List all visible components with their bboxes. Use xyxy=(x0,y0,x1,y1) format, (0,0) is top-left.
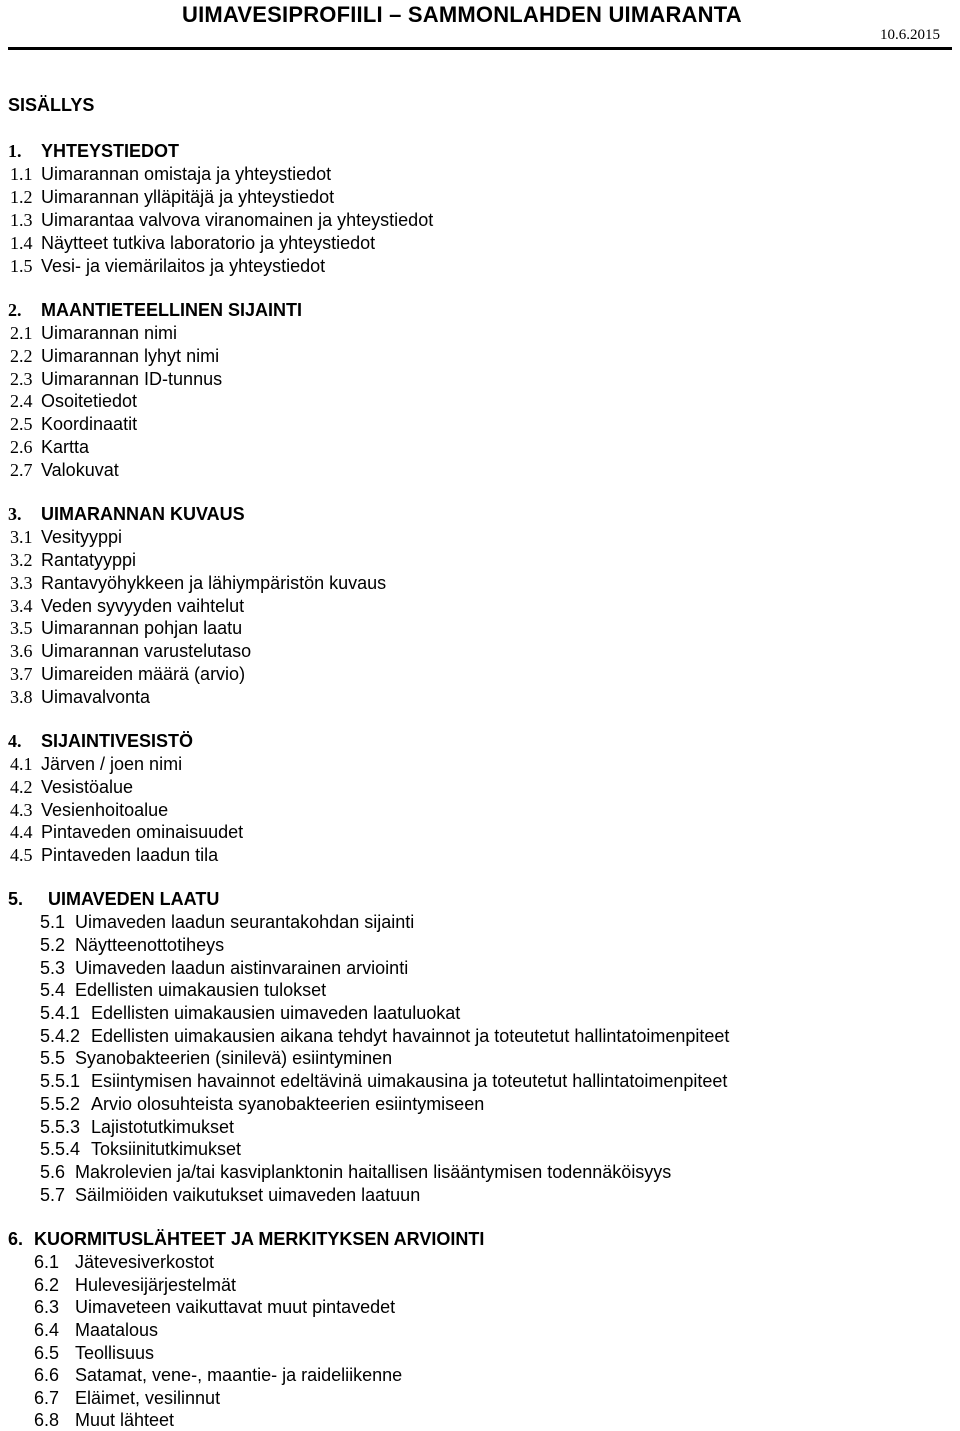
header-divider xyxy=(8,47,952,50)
toc-item-number: 5.4.1 xyxy=(40,1003,81,1023)
toc-item xyxy=(40,934,224,956)
toc-item-number: 4.4 xyxy=(10,822,33,842)
toc-item xyxy=(10,209,433,231)
toc-item-number: 5.5.1 xyxy=(40,1071,81,1091)
toc-item-number: 2.5 xyxy=(10,414,33,434)
toc-item-number: 6.8 xyxy=(34,1410,60,1430)
toc-item-number: 5.3 xyxy=(40,958,66,978)
toc-item-label: Uimarannan lyhyt nimi xyxy=(41,346,220,366)
toc-item-number: 5.7 xyxy=(40,1185,66,1205)
toc-item-label: Toksiinitutkimukset xyxy=(91,1139,242,1159)
toc-item-label: Eläimet, vesilinnut xyxy=(75,1388,221,1408)
toc-item-label: Näytteet tutkiva laboratorio ja yhteystiedot xyxy=(41,233,376,253)
toc-item xyxy=(40,1138,241,1160)
toc-item-label: Pintaveden laadun tila xyxy=(41,845,219,865)
toc-item-label: Valokuvat xyxy=(41,460,119,480)
toc-item-label: Arvio olosuhteista syanobakteerien esiintymiseen xyxy=(91,1094,485,1114)
toc-item-label: Uimarannan ID-tunnus xyxy=(41,369,223,389)
toc-item-number: 4.1 xyxy=(10,754,33,774)
toc-item-number: 5.5.4 xyxy=(40,1139,81,1159)
toc-item-label: Satamat, vene-, maantie- ja raideliikenne xyxy=(75,1365,403,1385)
toc-item xyxy=(10,617,242,639)
toc-section-number: 1. xyxy=(8,141,22,161)
toc-item xyxy=(10,595,244,617)
toc-item-label: Edellisten uimakausien uimaveden laatuluokat xyxy=(91,1003,461,1023)
toc-item-label: Esiintymisen havainnot edeltävinä uimakausina ja toteutetut hallintatoimenpiteet xyxy=(91,1071,728,1091)
toc-item xyxy=(10,549,136,571)
toc-item xyxy=(40,1093,484,1115)
toc-item xyxy=(10,390,137,412)
toc-item-label: Veden syvyyden vaihtelut xyxy=(41,596,245,616)
toc-section-heading xyxy=(8,503,245,525)
toc-item-label: Uimavalvonta xyxy=(41,687,151,707)
toc-item xyxy=(34,1274,236,1296)
document-date: 10.6.2015 xyxy=(880,27,940,43)
toc-item xyxy=(40,979,326,1001)
toc-item-label: Uimarannan omistaja ja yhteystiedot xyxy=(41,164,332,184)
toc-item-number: 1.3 xyxy=(10,210,33,230)
toc-item-label: Uimarannan varustelutaso xyxy=(41,641,252,661)
toc-item-number: 6.1 xyxy=(34,1252,60,1272)
toc-section-number: 2. xyxy=(8,300,22,320)
toc-item-number: 1.4 xyxy=(10,233,33,253)
toc-item-number: 5.6 xyxy=(40,1162,66,1182)
toc-item xyxy=(34,1364,402,1386)
toc-item xyxy=(34,1387,220,1409)
toc-item-label: Vesienhoitoalue xyxy=(41,800,169,820)
toc-section-label: UIMARANNAN KUVAUS xyxy=(41,504,245,524)
toc-item xyxy=(40,1002,460,1024)
toc-item xyxy=(10,663,245,685)
toc-item xyxy=(34,1251,214,1273)
toc-item-number: 2.6 xyxy=(10,437,33,457)
toc-item-number: 2.7 xyxy=(10,460,33,480)
toc-item-label: Edellisten uimakausien aikana tehdyt havainnot ja toteutetut hallintatoimenpiteet xyxy=(91,1026,730,1046)
toc-item-number: 3.8 xyxy=(10,687,33,707)
toc-item-number: 6.2 xyxy=(34,1275,60,1295)
toc-item xyxy=(34,1319,158,1341)
toc-item-number: 5.4 xyxy=(40,980,66,1000)
toc-item-label: Vesi- ja viemärilaitos ja yhteystiedot xyxy=(41,256,326,276)
toc-item-label: Kartta xyxy=(41,437,90,457)
toc-item-number: 3.4 xyxy=(10,596,33,616)
toc-section-label: SIJAINTIVESISTÖ xyxy=(41,731,194,751)
toc-item xyxy=(40,1116,234,1138)
toc-item xyxy=(10,232,375,254)
toc-item xyxy=(40,1184,420,1206)
toc-item-label: Säilmiöiden vaikutukset uimaveden laatuun xyxy=(75,1185,421,1205)
toc-section-heading xyxy=(8,1228,484,1250)
toc-item-label: Uimareiden määrä (arvio) xyxy=(41,664,246,684)
toc-item-label: Uimaveden laadun seurantakohdan sijainti xyxy=(75,912,415,932)
toc-item-number: 3.6 xyxy=(10,641,33,661)
toc-item-label: Teollisuus xyxy=(75,1343,155,1363)
toc-section-number: 6. xyxy=(8,1229,24,1249)
toc-section-heading xyxy=(8,299,302,321)
toc-item xyxy=(10,368,222,390)
toc-item-label: Maatalous xyxy=(75,1320,159,1340)
toc-section-number: 5. xyxy=(8,889,24,909)
toc-item-number: 4.3 xyxy=(10,800,33,820)
toc-item xyxy=(10,413,137,435)
toc-item-number: 6.4 xyxy=(34,1320,60,1340)
toc-item-label: Osoitetiedot xyxy=(41,391,138,411)
toc-item-label: Järven / joen nimi xyxy=(41,754,183,774)
toc-item-number: 1.5 xyxy=(10,256,33,276)
toc-item-number: 2.1 xyxy=(10,323,33,343)
toc-item-number: 5.5.2 xyxy=(40,1094,81,1114)
toc-item xyxy=(10,345,219,367)
toc-item xyxy=(34,1409,174,1431)
toc-section-label: MAANTIETEELLINEN SIJAINTI xyxy=(41,300,303,320)
toc-section-number: 4. xyxy=(8,731,22,751)
toc-item-label: Vesityyppi xyxy=(41,527,123,547)
toc-item-label: Muut lähteet xyxy=(75,1410,175,1430)
toc-item xyxy=(10,322,177,344)
toc-item xyxy=(34,1296,395,1318)
toc-item-label: Uimarannan ylläpitäjä ja yhteystiedot xyxy=(41,187,335,207)
toc-item xyxy=(40,1047,392,1069)
toc-item xyxy=(10,526,122,548)
toc-title: SISÄLLYS xyxy=(8,95,95,115)
toc-item-number: 5.4.2 xyxy=(40,1026,81,1046)
toc-item-label: Lajistotutkimukset xyxy=(91,1117,235,1137)
toc-item-label: Hulevesijärjestelmät xyxy=(75,1275,237,1295)
toc-item-number: 5.5.3 xyxy=(40,1117,81,1137)
toc-section-label: KUORMITUSLÄHTEET JA MERKITYKSEN ARVIOINTI xyxy=(34,1229,485,1249)
toc-item-label: Makrolevien ja/tai kasviplanktonin haitallisen lisääntymisen todennäköisyys xyxy=(75,1162,672,1182)
toc-section-heading xyxy=(8,140,179,162)
toc-item-number: 5.2 xyxy=(40,935,66,955)
toc-item xyxy=(40,1070,727,1092)
toc-item-label: Uimaveden laadun aistinvarainen arviointi xyxy=(75,958,409,978)
toc-item xyxy=(10,459,119,481)
toc-item-number: 2.3 xyxy=(10,369,33,389)
toc-item-number: 3.3 xyxy=(10,573,33,593)
toc-section-label: YHTEYSTIEDOT xyxy=(41,141,180,161)
toc-item xyxy=(10,255,325,277)
toc-item-label: Rantavyöhykkeen ja lähiympäristön kuvaus xyxy=(41,573,387,593)
toc-item xyxy=(40,1025,729,1047)
toc-item xyxy=(10,799,168,821)
toc-item xyxy=(34,1342,154,1364)
toc-item-label: Edellisten uimakausien tulokset xyxy=(75,980,327,1000)
toc-item-label: Koordinaatit xyxy=(41,414,138,434)
toc-item xyxy=(40,1161,671,1183)
toc-item-number: 3.5 xyxy=(10,618,33,638)
toc-item-number: 3.2 xyxy=(10,550,33,570)
toc-item-number: 2.4 xyxy=(10,391,33,411)
toc-item-label: Näytteenottotiheys xyxy=(75,935,225,955)
toc-section-label: UIMAVEDEN LAATU xyxy=(48,889,220,909)
toc-item xyxy=(10,572,386,594)
toc-item-label: Uimarantaa valvova viranomainen ja yhteystiedot xyxy=(41,210,434,230)
toc-item-number: 5.5 xyxy=(40,1048,66,1068)
toc-item xyxy=(10,436,89,458)
toc-item-label: Syanobakteerien (sinilevä) esiintyminen xyxy=(75,1048,393,1068)
toc-item-label: Jätevesiverkostot xyxy=(75,1252,215,1272)
toc-item xyxy=(10,844,218,866)
toc-item-label: Rantatyyppi xyxy=(41,550,137,570)
toc-item-number: 4.2 xyxy=(10,777,33,797)
toc-item-label: Vesistöalue xyxy=(41,777,134,797)
toc-item xyxy=(10,776,133,798)
toc-item-label: Uimarannan pohjan laatu xyxy=(41,618,243,638)
toc-item-number: 4.5 xyxy=(10,845,33,865)
toc-section-heading xyxy=(8,730,193,752)
toc-item-label: Uimarannan nimi xyxy=(41,323,178,343)
toc-item-number: 5.1 xyxy=(40,912,66,932)
document-title: UIMAVESIPROFIILI – SAMMONLAHDEN UIMARANTA xyxy=(182,2,742,27)
toc-item-number: 2.2 xyxy=(10,346,33,366)
toc-item-label: Uimaveteen vaikuttavat muut pintavedet xyxy=(75,1297,396,1317)
toc-item xyxy=(10,163,331,185)
toc-item-number: 6.5 xyxy=(34,1343,60,1363)
toc-item xyxy=(10,753,182,775)
toc-item xyxy=(10,821,243,843)
toc-section-number: 3. xyxy=(8,504,22,524)
toc-item-number: 6.7 xyxy=(34,1388,60,1408)
toc-item xyxy=(10,186,334,208)
toc-item-number: 1.2 xyxy=(10,187,33,207)
toc-item xyxy=(10,686,150,708)
toc-item-number: 1.1 xyxy=(10,164,33,184)
toc-item xyxy=(40,911,414,933)
toc-item xyxy=(10,640,251,662)
toc-item-number: 6.6 xyxy=(34,1365,60,1385)
toc-item-number: 6.3 xyxy=(34,1297,60,1317)
toc-item-number: 3.1 xyxy=(10,527,33,547)
toc-section-heading xyxy=(8,888,219,910)
toc-item xyxy=(40,957,408,979)
toc-item-number: 3.7 xyxy=(10,664,33,684)
toc-item-label: Pintaveden ominaisuudet xyxy=(41,822,244,842)
